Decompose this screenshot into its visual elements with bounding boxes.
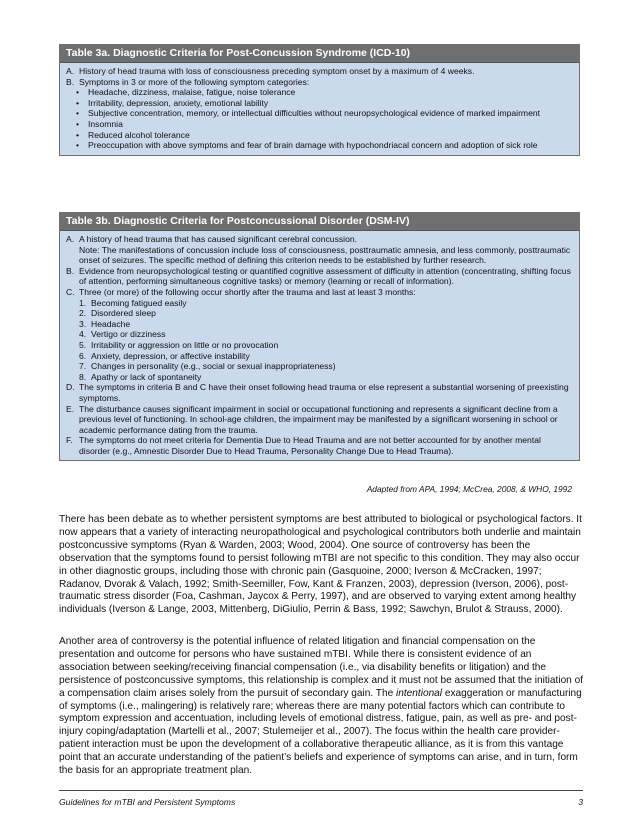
criterion-d: [66, 382, 573, 403]
numbered-item: [66, 298, 573, 309]
bullet-item: [66, 108, 573, 119]
numbered-item: [66, 372, 573, 383]
page-number: 3: [578, 797, 583, 807]
criterion-marker: C.: [66, 286, 75, 297]
criterion-a: [66, 234, 573, 266]
criterion-f: [66, 435, 573, 456]
table-3a-body: [60, 63, 579, 155]
criterion-text: Evidence from neuropsychological testing or quantified cognitive assessment of difficulty in attention (concentrating, shifting focus of attention, performing simultaneous cognitive tasks) or memory (learning or recall of information).: [79, 265, 571, 287]
criterion-text: Three (or more) of the following occur shortly after the trauma and last at least 3 months:: [79, 286, 416, 297]
criterion-text: History of head trauma with loss of consciousness preceding symptom onset by a maximum of 4 weeks.: [79, 66, 475, 76]
criterion-marker: B.: [66, 265, 75, 276]
table-3b-title: Table 3b. Diagnostic Criteria for Postconcussional Disorder (DSM-IV): [60, 213, 579, 231]
bullet-icon: •: [76, 118, 80, 129]
criterion-marker: D.: [66, 382, 75, 393]
item-number: 1.: [79, 297, 87, 308]
criterion-text: Symptoms in 3 or more of the following symptom categories:: [79, 76, 310, 87]
bullet-item: [66, 130, 573, 141]
footer-divider: [59, 790, 583, 791]
bullet-icon: •: [76, 129, 80, 140]
item-text: Vertigo or dizziness: [91, 329, 166, 340]
emphasis-text: intentional: [396, 687, 443, 699]
criterion-note: Note: The manifestations of concussion include loss of consciousness, posttraumatic amnesia, and less commonly, posttraumatic onset of seizures. The specific method of defining this criterion needs to be established by further research.: [79, 244, 571, 266]
item-text: Headache: [91, 318, 131, 329]
table-source: Adapted from APA, 1994; McCrea, 2008, & WHO, 1992: [366, 484, 572, 494]
criterion-text: A history of head trauma that has caused significant cerebral concussion.: [79, 234, 358, 244]
criterion-text: The symptoms do not meet criteria for Dementia Due to Head Trauma and are not better accounted for by another mental disorder (e.g., Amnestic Disorder Due to Head Trauma, Personality Change Due to Head Trauma).: [79, 435, 541, 456]
bullet-icon: •: [76, 97, 80, 108]
bullet-text: Insomnia: [88, 118, 123, 129]
criterion-b: [66, 77, 573, 88]
item-number: 3.: [79, 318, 87, 329]
item-text: Changes in personality (e.g., social or sexual inappropriateness): [91, 361, 336, 372]
bullet-text: Headache, dizziness, malaise, fatigue, noise tolerance: [88, 87, 296, 98]
bullet-item: [66, 87, 573, 98]
item-text: Becoming fatigued easily: [91, 297, 187, 308]
criterion-marker: A.: [66, 234, 75, 244]
criterion-text: The symptoms in criteria B and C have their onset following head trauma or else represent a substantial worsening of preexisting symptoms.: [79, 382, 569, 403]
body-paragraph-2: [59, 636, 583, 778]
item-text: Anxiety, depression, or affective instability: [91, 350, 250, 361]
table-3a: [59, 44, 580, 156]
numbered-item: [66, 308, 573, 319]
numbered-item: [66, 340, 573, 351]
item-text: Apathy or lack of spontaneity: [91, 371, 202, 382]
item-number: 8.: [79, 371, 87, 382]
criterion-marker: F.: [66, 435, 73, 446]
paragraph-text: exaggeration or manufacturing of symptoms (i.e., malingering) is relatively rare; whereas there are many potential factors which can contribute to symptom expression and accentuation, including levels of emotional distress, fatigue, pain, as well as pre- and post-injury coping/adaptation (Martelli et al., 2007; Stulemeijer et al., 2007). The focus within the health care provider-patient interaction must be upon the development of a collaborative therapeutic alliance, as it is from this vantage point that an accurate understanding of the patient’s beliefs and experience of symptoms can arise, and in turn, form the basis for an appropriate treatment plan.: [59, 687, 582, 777]
table-3b-body: [60, 231, 579, 460]
bullet-item: [66, 140, 573, 151]
bullet-icon: •: [76, 87, 80, 98]
paragraph-text: Another area of controversy is the potential influence of related litigation and financial compensation on the presentation and outcome for persons who have sustained mTBI. While there is consistent evidence of an association between seeking/receiving financial compensation (i.e., via disability benefits or litigation) and the persistence of postconcussive symptoms, this relationship is complex and it must not be assumed that the initiation of a compensation claim arises solely from the pursuit of secondary gain. The: [59, 636, 584, 699]
bullet-item: [66, 119, 573, 130]
item-text: Irritability or aggression on little or no provocation: [91, 339, 279, 350]
criterion-marker: A.: [66, 66, 75, 76]
numbered-item: [66, 329, 573, 340]
criterion-marker: B.: [66, 76, 75, 87]
footer-title: Guidelines for mTBI and Persistent Symptoms: [59, 797, 236, 807]
criterion-marker: E.: [66, 403, 75, 414]
criterion-e: [66, 404, 573, 436]
bullet-text: Subjective concentration, memory, or intellectual difficulties without neuropsychological evidence of marked impairment: [88, 108, 541, 119]
table-3a-title: Table 3a. Diagnostic Criteria for Post-Concussion Syndrome (ICD-10): [60, 45, 579, 63]
bullet-text: Irritability, depression, anxiety, emotional lability: [88, 97, 269, 108]
numbered-item: [66, 361, 573, 372]
item-number: 6.: [79, 350, 87, 361]
item-text: Disordered sleep: [91, 308, 156, 319]
item-number: 5.: [79, 339, 87, 350]
item-number: 7.: [79, 361, 87, 372]
criterion-c: [66, 287, 573, 298]
criterion-text: The disturbance causes significant impairment in social or occupational functioning and represents a significant decline from a previous level of functioning. In school-age children, the impairment may be manifested by a significant worsening in school or academic performance dating from the trauma.: [79, 403, 558, 435]
numbered-item: [66, 319, 573, 330]
body-paragraph-1: [59, 514, 583, 617]
bullet-text: Preoccupation with above symptoms and fear of brain damage with hypochondriacal concern and adoption of sick role: [88, 140, 538, 151]
item-number: 4.: [79, 329, 87, 340]
table-3b: [59, 212, 580, 461]
bullet-icon: •: [76, 108, 80, 119]
bullet-text: Reduced alcohol tolerance: [88, 129, 190, 140]
criterion-b: [66, 266, 573, 287]
paragraph-text: There has been debate as to whether persistent symptoms are best attributed to biological or psychological factors. It now appears that a variety of interacting neuropathological and psychological contributors both underlie and maintain postconcussive symptoms (Ryan & Warden, 2003; Wood, 2004). One source of controversy has been the observation that the symptoms found to persist following mTBI are not specific to this condition. They may also occur in other diagnostic groups, including those with chronic pain (Gasquoine, 2000; Iverson & McCracken, 1997; Radanov, Dvorak & Valach, 1992; Smith-Seemiller, Fow, Kant & Franzen, 2003), depression (Iverson, 2006), post-traumatic stress disorder (Foa, Cashman, Jaycox & Perry, 1997), and are observed to varying extent among healthy individuals (Iverson & Lange, 2003, Mittenberg, DiGiulio, Perrin & Bass, 1992; Sawchyn, Brulot & Strauss, 2000).: [59, 514, 582, 616]
bullet-icon: •: [76, 140, 80, 151]
criterion-a: [66, 66, 573, 77]
item-number: 2.: [79, 308, 87, 319]
numbered-item: [66, 351, 573, 362]
bullet-item: [66, 98, 573, 109]
